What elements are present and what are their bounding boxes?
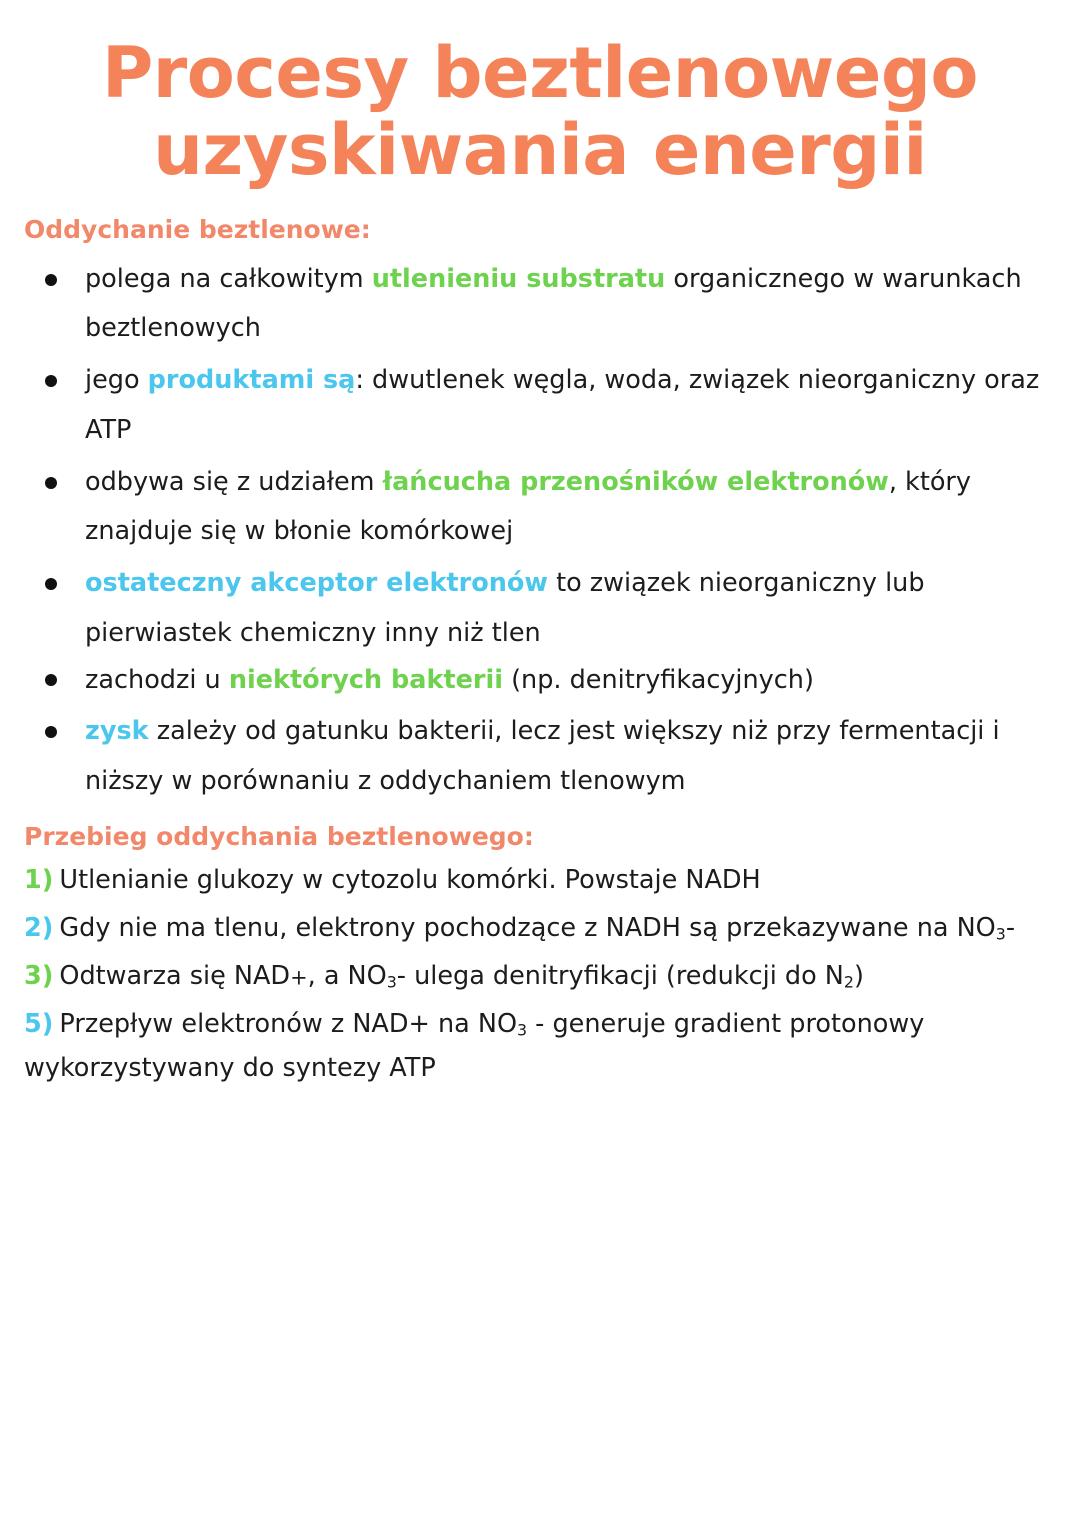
section-heading-anaerobic-respiration: Oddychanie beztlenowe:: [24, 215, 371, 245]
step-number: 5): [24, 1008, 54, 1039]
step-item: [0, 859, 1080, 903]
body-text: Odtwarza się NAD: [59, 960, 291, 991]
body-text: zależy od gatunku bakterii, lecz jest większy niż przy fermentacji i niższy w porównaniu z oddychaniem tlenowym: [85, 716, 1000, 796]
chemical-subscript: 3: [386, 972, 397, 992]
body-text: ): [853, 960, 864, 991]
chemical-subscript: 3: [995, 924, 1006, 944]
body-text: jego: [85, 365, 148, 396]
bullet-item: [0, 356, 1080, 455]
body-text: (np. denitryfikacyjnych): [503, 665, 814, 696]
highlight-green: łańcucha przenośników elektronów: [382, 466, 889, 497]
bullet-dot-icon: [45, 726, 57, 738]
bullet-item: [0, 707, 1080, 806]
chemical-charge: +: [290, 965, 308, 990]
bullet-dot-icon: [45, 274, 57, 286]
highlight-blue: zysk: [85, 716, 149, 747]
title-line-1: Procesy beztlenowego: [101, 32, 979, 114]
step-item: [0, 1003, 1080, 1091]
step-number: 3): [24, 960, 54, 991]
body-text: Gdy nie ma tlenu, elektrony pochodzące z NADH są przekazywane na NO: [59, 913, 996, 944]
body-text: - ulega denitryfikacji (redukcji do N: [396, 960, 844, 991]
body-text: odbywa się z udziałem: [85, 466, 383, 497]
body-text: -: [1005, 913, 1016, 944]
highlight-blue: produktami są: [147, 365, 356, 396]
bullet-dot-icon: [45, 674, 57, 686]
chemical-subscript: 3: [517, 1020, 528, 1040]
bullet-dot-icon: [45, 578, 57, 590]
bullet-dot-icon: [45, 477, 57, 489]
bullet-dot-icon: [45, 375, 57, 387]
body-text: zachodzi u: [85, 665, 229, 696]
step-item: [0, 955, 1080, 999]
body-text: Utlenianie glukozy w cytozolu komórki. Powstaje NADH: [59, 865, 761, 896]
bullet-item: [0, 255, 1080, 354]
numbered-list-process-steps: [0, 859, 1080, 1090]
body-text: : dwutlenek węgla, woda, związek nieorganiczny oraz ATP: [85, 365, 1040, 445]
highlight-green: niektórych bakterii: [228, 665, 503, 696]
section-heading-process-course: Przebieg oddychania beztlenowego:: [24, 821, 534, 851]
body-text: organicznego w warunkach beztlenowych: [85, 263, 1022, 344]
body-text: , który znajduje się w błonie komórkowej: [85, 466, 971, 547]
step-number: 2): [24, 913, 54, 944]
highlight-green: utlenieniu substratu: [371, 263, 666, 294]
bullet-item: [0, 458, 1080, 557]
title-line-2: uzyskiwania energii: [153, 109, 927, 192]
highlight-blue: ostateczny akceptor elektronów: [85, 568, 548, 598]
page-title: [0, 0, 1080, 190]
step-number: 1): [24, 865, 54, 896]
bullet-list-anaerobic-respiration: [0, 255, 1080, 807]
bullet-item: [0, 559, 1080, 658]
chemical-subscript: 2: [843, 972, 854, 992]
body-text: Przepływ elektronów z NAD+ na NO: [59, 1008, 518, 1039]
body-text: , a NO: [307, 960, 387, 991]
body-text: - generuje gradient protonowy wykorzystywany do syntezy ATP: [24, 1008, 925, 1083]
body-text: to związek nieorganiczny lub pierwiastek chemiczny inny niż tlen: [85, 568, 925, 648]
step-item: [0, 907, 1080, 951]
body-text: polega na całkowitym: [85, 263, 372, 294]
bullet-item: [0, 660, 1080, 701]
